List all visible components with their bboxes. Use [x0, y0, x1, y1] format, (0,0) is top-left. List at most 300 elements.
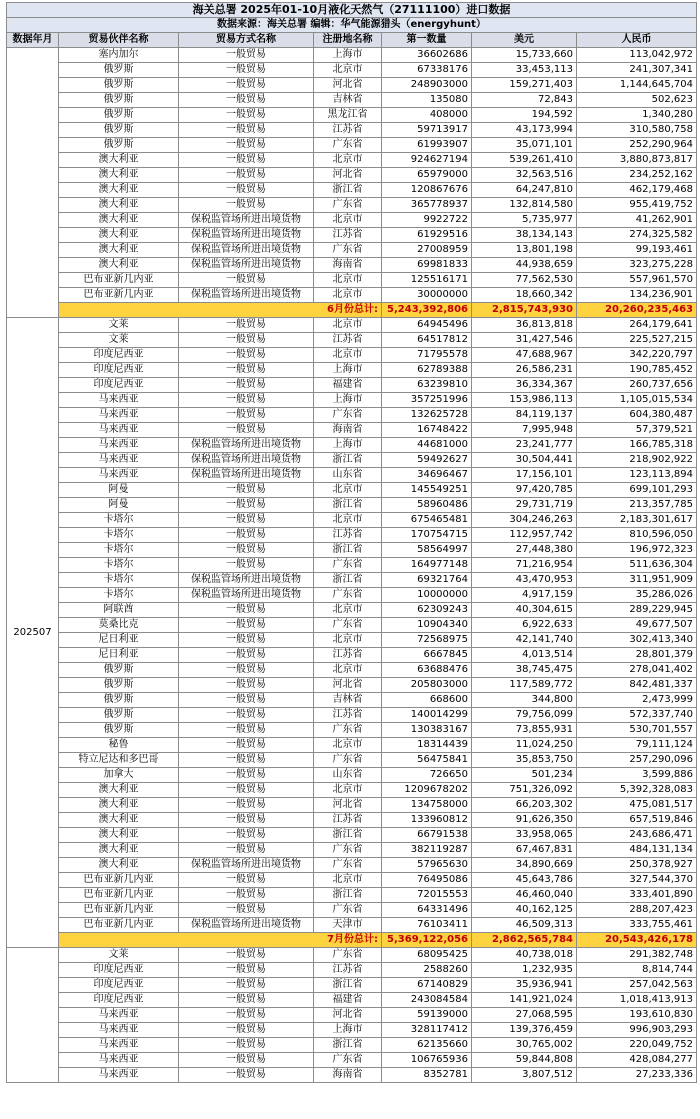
table-row — [7, 543, 697, 558]
rmb-cell: 5,392,328,083 — [577, 783, 697, 798]
usd-cell: 4,013,514 — [472, 648, 577, 663]
table-row — [7, 423, 697, 438]
method-cell: 保税监管场所进出境货物 — [179, 588, 314, 603]
table-row — [7, 693, 697, 708]
rmb-cell: 213,357,785 — [577, 498, 697, 513]
qty-cell: 170754715 — [382, 528, 472, 543]
qty-cell: 62309243 — [382, 603, 472, 618]
rmb-cell: 274,325,582 — [577, 228, 697, 243]
place-cell: 北京市 — [314, 663, 382, 678]
method-cell: 保税监管场所进出境货物 — [179, 918, 314, 933]
rmb-cell: 291,382,748 — [577, 948, 697, 963]
qty-cell: 44681000 — [382, 438, 472, 453]
place-cell: 浙江省 — [314, 978, 382, 993]
place-cell: 江苏省 — [314, 123, 382, 138]
rmb-cell: 252,290,964 — [577, 138, 697, 153]
method-cell: 一般贸易 — [179, 483, 314, 498]
method-cell: 一般贸易 — [179, 168, 314, 183]
usd-cell: 35,853,750 — [472, 753, 577, 768]
rmb-cell: 955,419,752 — [577, 198, 697, 213]
rmb-cell: 657,519,846 — [577, 813, 697, 828]
rmb-cell: 333,401,890 — [577, 888, 697, 903]
rmb-cell: 196,972,323 — [577, 543, 697, 558]
place-cell: 河北省 — [314, 78, 382, 93]
table-row — [7, 378, 697, 393]
qty-cell: 1209678202 — [382, 783, 472, 798]
usd-cell: 344,800 — [472, 693, 577, 708]
total-rmb-cell: 20,260,235,463 — [577, 303, 697, 318]
table-title: 海关总署 2025年01-10月液化天然气（27111100）进口数据 — [7, 3, 697, 18]
rmb-cell: 190,785,452 — [577, 363, 697, 378]
method-cell: 一般贸易 — [179, 423, 314, 438]
partner-cell: 马来西亚 — [59, 1023, 179, 1038]
qty-cell: 10904340 — [382, 618, 472, 633]
method-cell: 一般贸易 — [179, 648, 314, 663]
place-cell: 广东省 — [314, 723, 382, 738]
usd-cell: 30,765,002 — [472, 1038, 577, 1053]
partner-cell: 马来西亚 — [59, 423, 179, 438]
total-label: 7月份总计: — [59, 933, 382, 948]
method-cell: 一般贸易 — [179, 618, 314, 633]
qty-cell: 675465481 — [382, 513, 472, 528]
method-cell: 保税监管场所进出境货物 — [179, 858, 314, 873]
table-row — [7, 918, 697, 933]
place-cell: 江苏省 — [314, 708, 382, 723]
usd-cell: 27,068,595 — [472, 1008, 577, 1023]
method-cell: 一般贸易 — [179, 753, 314, 768]
rmb-cell: 462,179,468 — [577, 183, 697, 198]
place-cell: 河北省 — [314, 678, 382, 693]
partner-cell: 塞内加尔 — [59, 48, 179, 63]
place-cell: 广东省 — [314, 903, 382, 918]
usd-cell: 3,807,512 — [472, 1068, 577, 1083]
place-cell: 海南省 — [314, 423, 382, 438]
place-cell: 海南省 — [314, 258, 382, 273]
rmb-cell: 260,737,656 — [577, 378, 697, 393]
qty-cell: 120867676 — [382, 183, 472, 198]
place-cell: 广东省 — [314, 588, 382, 603]
partner-cell: 俄罗斯 — [59, 663, 179, 678]
method-cell: 一般贸易 — [179, 543, 314, 558]
partner-cell: 澳大利亚 — [59, 228, 179, 243]
method-cell: 保税监管场所进出境货物 — [179, 438, 314, 453]
rmb-cell: 28,801,379 — [577, 648, 697, 663]
place-cell: 上海市 — [314, 363, 382, 378]
table-row — [7, 768, 697, 783]
qty-cell: 8352781 — [382, 1068, 472, 1083]
partner-cell: 马来西亚 — [59, 468, 179, 483]
table-row — [7, 708, 697, 723]
method-cell: 一般贸易 — [179, 723, 314, 738]
qty-cell: 71795578 — [382, 348, 472, 363]
month-cell: 202507 — [7, 318, 59, 948]
rmb-cell: 288,207,423 — [577, 903, 697, 918]
place-cell: 天津市 — [314, 918, 382, 933]
rmb-cell: 264,179,641 — [577, 318, 697, 333]
table-row — [7, 858, 697, 873]
usd-cell: 4,917,159 — [472, 588, 577, 603]
usd-cell: 7,995,948 — [472, 423, 577, 438]
rmb-cell: 530,701,557 — [577, 723, 697, 738]
qty-cell: 66791538 — [382, 828, 472, 843]
partner-cell: 文莱 — [59, 318, 179, 333]
place-cell: 北京市 — [314, 513, 382, 528]
partner-cell: 卡塔尔 — [59, 588, 179, 603]
usd-cell: 112,957,742 — [472, 528, 577, 543]
method-cell: 一般贸易 — [179, 738, 314, 753]
rmb-cell: 3,599,886 — [577, 768, 697, 783]
col-header-usd: 美元 — [472, 33, 577, 48]
usd-cell: 47,688,967 — [472, 348, 577, 363]
usd-cell: 36,813,818 — [472, 318, 577, 333]
usd-cell: 67,467,831 — [472, 843, 577, 858]
place-cell: 北京市 — [314, 318, 382, 333]
partner-cell: 澳大利亚 — [59, 258, 179, 273]
rmb-cell: 699,101,293 — [577, 483, 697, 498]
usd-cell: 26,586,231 — [472, 363, 577, 378]
total-label: 6月份总计: — [59, 303, 382, 318]
method-cell: 一般贸易 — [179, 798, 314, 813]
table-row — [7, 528, 697, 543]
rmb-cell: 310,580,758 — [577, 123, 697, 138]
table-row — [7, 573, 697, 588]
place-cell: 江苏省 — [314, 963, 382, 978]
place-cell: 上海市 — [314, 438, 382, 453]
rmb-cell: 193,610,830 — [577, 1008, 697, 1023]
partner-cell: 澳大利亚 — [59, 783, 179, 798]
partner-cell: 巴布亚新几内亚 — [59, 918, 179, 933]
place-cell: 广东省 — [314, 558, 382, 573]
qty-cell: 65979000 — [382, 168, 472, 183]
method-cell: 一般贸易 — [179, 1053, 314, 1068]
usd-cell: 35,071,101 — [472, 138, 577, 153]
usd-cell: 13,801,198 — [472, 243, 577, 258]
qty-cell: 59139000 — [382, 1008, 472, 1023]
usd-cell: 38,134,143 — [472, 228, 577, 243]
rmb-cell: 342,220,797 — [577, 348, 697, 363]
usd-cell: 84,119,137 — [472, 408, 577, 423]
place-cell: 广东省 — [314, 618, 382, 633]
method-cell: 一般贸易 — [179, 978, 314, 993]
table-row — [7, 258, 697, 273]
method-cell: 一般贸易 — [179, 708, 314, 723]
usd-cell: 6,922,633 — [472, 618, 577, 633]
rmb-cell: 243,686,471 — [577, 828, 697, 843]
rmb-cell: 428,084,277 — [577, 1053, 697, 1068]
place-cell: 河北省 — [314, 798, 382, 813]
usd-cell: 33,958,065 — [472, 828, 577, 843]
partner-cell: 马来西亚 — [59, 1053, 179, 1068]
rmb-cell: 302,413,340 — [577, 633, 697, 648]
method-cell: 一般贸易 — [179, 138, 314, 153]
qty-cell: 30000000 — [382, 288, 472, 303]
method-cell: 一般贸易 — [179, 1068, 314, 1083]
table-row — [7, 1068, 697, 1083]
place-cell: 黑龙江省 — [314, 108, 382, 123]
place-cell: 浙江省 — [314, 498, 382, 513]
table-row — [7, 738, 697, 753]
partner-cell: 俄罗斯 — [59, 108, 179, 123]
table-row — [7, 558, 697, 573]
rmb-cell: 234,252,162 — [577, 168, 697, 183]
usd-cell: 132,814,580 — [472, 198, 577, 213]
rmb-cell: 484,131,134 — [577, 843, 697, 858]
partner-cell: 印度尼西亚 — [59, 363, 179, 378]
table-row — [7, 963, 697, 978]
usd-cell: 40,738,018 — [472, 948, 577, 963]
table-row — [7, 183, 697, 198]
qty-cell: 243084584 — [382, 993, 472, 1008]
partner-cell: 俄罗斯 — [59, 123, 179, 138]
table-row — [7, 603, 697, 618]
place-cell: 北京市 — [314, 288, 382, 303]
method-cell: 保税监管场所进出境货物 — [179, 258, 314, 273]
partner-cell: 巴布亚新几内亚 — [59, 888, 179, 903]
partner-cell: 卡塔尔 — [59, 573, 179, 588]
method-cell: 一般贸易 — [179, 1008, 314, 1023]
place-cell: 江苏省 — [314, 648, 382, 663]
rmb-cell: 810,596,050 — [577, 528, 697, 543]
usd-cell: 159,271,403 — [472, 78, 577, 93]
partner-cell: 俄罗斯 — [59, 78, 179, 93]
partner-cell: 印度尼西亚 — [59, 993, 179, 1008]
usd-cell: 77,562,530 — [472, 273, 577, 288]
rmb-cell: 41,262,901 — [577, 213, 697, 228]
qty-cell: 106765936 — [382, 1053, 472, 1068]
qty-cell: 64945496 — [382, 318, 472, 333]
rmb-cell: 1,340,280 — [577, 108, 697, 123]
method-cell: 一般贸易 — [179, 108, 314, 123]
method-cell: 保税监管场所进出境货物 — [179, 288, 314, 303]
usd-cell: 194,592 — [472, 108, 577, 123]
usd-cell: 45,643,786 — [472, 873, 577, 888]
qty-cell: 58564997 — [382, 543, 472, 558]
qty-cell: 62789388 — [382, 363, 472, 378]
partner-cell: 莫桑比克 — [59, 618, 179, 633]
table-row — [7, 168, 697, 183]
usd-cell: 27,448,380 — [472, 543, 577, 558]
rmb-cell: 323,275,228 — [577, 258, 697, 273]
qty-cell: 72015553 — [382, 888, 472, 903]
table-row — [7, 123, 697, 138]
qty-cell: 328117412 — [382, 1023, 472, 1038]
total-row — [7, 933, 697, 948]
partner-cell: 马来西亚 — [59, 1068, 179, 1083]
place-cell: 上海市 — [314, 48, 382, 63]
place-cell: 福建省 — [314, 378, 382, 393]
table-row — [7, 498, 697, 513]
place-cell: 浙江省 — [314, 1038, 382, 1053]
method-cell: 一般贸易 — [179, 768, 314, 783]
rmb-cell: 257,042,563 — [577, 978, 697, 993]
method-cell: 保税监管场所进出境货物 — [179, 453, 314, 468]
table-row — [7, 903, 697, 918]
table-row — [7, 633, 697, 648]
rmb-cell: 2,183,301,617 — [577, 513, 697, 528]
method-cell: 一般贸易 — [179, 678, 314, 693]
rmb-cell: 572,337,740 — [577, 708, 697, 723]
usd-cell: 43,470,953 — [472, 573, 577, 588]
partner-cell: 阿联酋 — [59, 603, 179, 618]
rmb-cell: 99,193,461 — [577, 243, 697, 258]
rmb-cell: 511,636,304 — [577, 558, 697, 573]
usd-cell: 42,141,740 — [472, 633, 577, 648]
place-cell: 福建省 — [314, 993, 382, 1008]
method-cell: 一般贸易 — [179, 363, 314, 378]
col-header-partner: 贸易伙伴名称 — [59, 33, 179, 48]
partner-cell: 马来西亚 — [59, 1038, 179, 1053]
partner-cell: 澳大利亚 — [59, 798, 179, 813]
rmb-cell: 1,144,645,704 — [577, 78, 697, 93]
partner-cell: 文莱 — [59, 948, 179, 963]
qty-cell: 76103411 — [382, 918, 472, 933]
rmb-cell: 842,481,337 — [577, 678, 697, 693]
rmb-cell: 257,290,096 — [577, 753, 697, 768]
place-cell: 广东省 — [314, 858, 382, 873]
method-cell: 一般贸易 — [179, 663, 314, 678]
place-cell: 吉林省 — [314, 93, 382, 108]
rmb-cell: 333,755,461 — [577, 918, 697, 933]
place-cell: 河北省 — [314, 1008, 382, 1023]
partner-cell: 卡塔尔 — [59, 558, 179, 573]
month-cell — [7, 948, 59, 1083]
qty-cell: 69981833 — [382, 258, 472, 273]
qty-cell: 59713917 — [382, 123, 472, 138]
qty-cell: 59492627 — [382, 453, 472, 468]
rmb-cell: 220,049,752 — [577, 1038, 697, 1053]
qty-cell: 69321764 — [382, 573, 472, 588]
usd-cell: 304,246,263 — [472, 513, 577, 528]
table-row — [7, 438, 697, 453]
partner-cell: 澳大利亚 — [59, 828, 179, 843]
usd-cell: 35,936,941 — [472, 978, 577, 993]
col-header-month: 数据年月 — [7, 33, 59, 48]
usd-cell: 40,304,615 — [472, 603, 577, 618]
qty-cell: 63688476 — [382, 663, 472, 678]
qty-cell: 248903000 — [382, 78, 472, 93]
place-cell: 江苏省 — [314, 813, 382, 828]
col-header-trade-method: 贸易方式名称 — [179, 33, 314, 48]
table-row — [7, 138, 697, 153]
qty-cell: 18314439 — [382, 738, 472, 753]
qty-cell: 64517812 — [382, 333, 472, 348]
table-row — [7, 978, 697, 993]
place-cell: 北京市 — [314, 738, 382, 753]
subtitle-row — [7, 18, 697, 33]
partner-cell: 俄罗斯 — [59, 708, 179, 723]
usd-cell: 5,735,977 — [472, 213, 577, 228]
partner-cell: 印度尼西亚 — [59, 963, 179, 978]
partner-cell: 俄罗斯 — [59, 138, 179, 153]
place-cell: 北京市 — [314, 273, 382, 288]
partner-cell: 卡塔尔 — [59, 543, 179, 558]
partner-cell: 阿曼 — [59, 498, 179, 513]
place-cell: 广东省 — [314, 1053, 382, 1068]
method-cell: 一般贸易 — [179, 393, 314, 408]
rmb-cell: 311,951,909 — [577, 573, 697, 588]
qty-cell: 72568975 — [382, 633, 472, 648]
qty-cell: 382119287 — [382, 843, 472, 858]
table-row — [7, 153, 697, 168]
usd-cell: 43,173,994 — [472, 123, 577, 138]
rmb-cell: 79,111,124 — [577, 738, 697, 753]
qty-cell: 135080 — [382, 93, 472, 108]
place-cell: 北京市 — [314, 483, 382, 498]
partner-cell: 印度尼西亚 — [59, 348, 179, 363]
usd-cell: 153,986,113 — [472, 393, 577, 408]
usd-cell: 141,921,024 — [472, 993, 577, 1008]
partner-cell: 澳大利亚 — [59, 213, 179, 228]
method-cell: 一般贸易 — [179, 123, 314, 138]
place-cell: 北京市 — [314, 348, 382, 363]
method-cell: 一般贸易 — [179, 333, 314, 348]
partner-cell: 马来西亚 — [59, 408, 179, 423]
partner-cell: 尼日利亚 — [59, 648, 179, 663]
table-row — [7, 1023, 697, 1038]
method-cell: 一般贸易 — [179, 498, 314, 513]
place-cell: 北京市 — [314, 633, 382, 648]
place-cell: 北京市 — [314, 153, 382, 168]
qty-cell: 34696467 — [382, 468, 472, 483]
place-cell: 广东省 — [314, 753, 382, 768]
table-row — [7, 1053, 697, 1068]
method-cell: 一般贸易 — [179, 948, 314, 963]
partner-cell: 澳大利亚 — [59, 843, 179, 858]
table-row — [7, 348, 697, 363]
table-row — [7, 78, 697, 93]
table-row — [7, 888, 697, 903]
table-row — [7, 453, 697, 468]
method-cell: 一般贸易 — [179, 873, 314, 888]
method-cell: 一般贸易 — [179, 63, 314, 78]
usd-cell: 11,024,250 — [472, 738, 577, 753]
qty-cell: 125516171 — [382, 273, 472, 288]
place-cell: 吉林省 — [314, 693, 382, 708]
table-row — [7, 393, 697, 408]
place-cell: 北京市 — [314, 873, 382, 888]
rmb-cell: 3,880,873,817 — [577, 153, 697, 168]
usd-cell: 139,376,459 — [472, 1023, 577, 1038]
method-cell: 一般贸易 — [179, 93, 314, 108]
rmb-cell: 2,473,999 — [577, 693, 697, 708]
qty-cell: 61993907 — [382, 138, 472, 153]
table-row — [7, 483, 697, 498]
rmb-cell: 113,042,972 — [577, 48, 697, 63]
usd-cell: 33,453,113 — [472, 63, 577, 78]
method-cell: 一般贸易 — [179, 48, 314, 63]
usd-cell: 91,626,350 — [472, 813, 577, 828]
usd-cell: 501,234 — [472, 768, 577, 783]
method-cell: 保税监管场所进出境货物 — [179, 228, 314, 243]
partner-cell: 文莱 — [59, 333, 179, 348]
usd-cell: 751,326,092 — [472, 783, 577, 798]
qty-cell: 365778937 — [382, 198, 472, 213]
method-cell: 一般贸易 — [179, 1023, 314, 1038]
method-cell: 一般贸易 — [179, 1038, 314, 1053]
method-cell: 一般贸易 — [179, 783, 314, 798]
col-header-quantity: 第一数量 — [382, 33, 472, 48]
partner-cell: 尼日利亚 — [59, 633, 179, 648]
partner-cell: 巴布亚新几内亚 — [59, 273, 179, 288]
qty-cell: 668600 — [382, 693, 472, 708]
method-cell: 一般贸易 — [179, 693, 314, 708]
qty-cell: 67140829 — [382, 978, 472, 993]
qty-cell: 36602686 — [382, 48, 472, 63]
qty-cell: 64331496 — [382, 903, 472, 918]
place-cell: 河北省 — [314, 168, 382, 183]
total-rmb-cell: 20,543,426,178 — [577, 933, 697, 948]
place-cell: 广东省 — [314, 948, 382, 963]
